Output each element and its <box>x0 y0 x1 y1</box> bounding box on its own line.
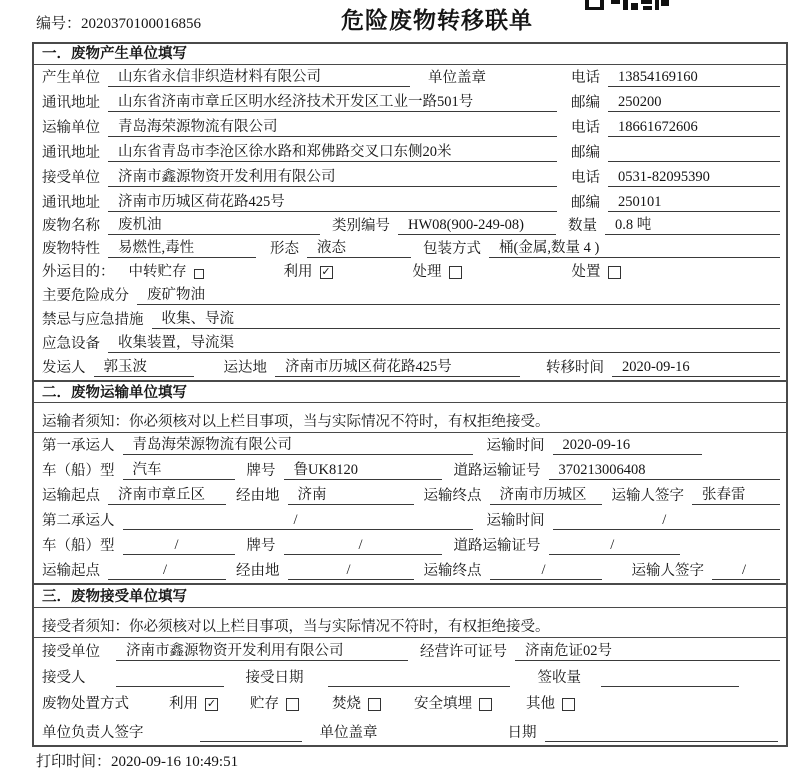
vehicle2-permit-label: 道路运输证号 <box>453 538 541 554</box>
business-permit-value: 济南危证02号 <box>515 642 780 661</box>
sign-date-label: 日期 <box>507 725 537 741</box>
section1-header: 一．废物产生单位填写 <box>34 44 786 65</box>
row-waste-property <box>34 238 786 261</box>
option-treat-label: 处理 <box>412 264 442 280</box>
route1-via-value: 济南 <box>288 486 414 505</box>
vehicle2-plate-label: 牌号 <box>246 538 276 554</box>
option-disposal-other-label: 其他 <box>526 696 555 712</box>
waste-qty-label: 数量 <box>568 218 597 234</box>
accepting-unit-label: 接受单位 <box>42 644 100 660</box>
emergency-measures-value: 收集、导流 <box>152 310 781 329</box>
option-utilize-label: 利用 <box>283 264 313 280</box>
checkbox-utilize <box>320 266 333 279</box>
row-waste-name <box>34 215 786 238</box>
producer-label: 产生单位 <box>42 70 100 86</box>
waste-name-label: 废物名称 <box>42 218 100 234</box>
route2-via-value: / <box>288 561 414 580</box>
option-dispose <box>572 263 621 281</box>
receiver-address-value: 济南市历城区荷花路425号 <box>108 193 557 212</box>
row-carrier2 <box>34 508 786 533</box>
option-disposal-incinerate <box>332 695 381 713</box>
row-disposal-method <box>34 690 786 716</box>
checkbox-transfer-storage <box>194 269 204 279</box>
waste-name-value: 废机油 <box>108 216 320 235</box>
route1-end-label: 运输终点 <box>423 488 482 504</box>
waste-form-value: 液态 <box>307 239 411 258</box>
transporter-label: 运输单位 <box>42 120 100 136</box>
vehicle2-permit-value: / <box>549 536 681 555</box>
accept-date-label: 接受日期 <box>245 670 304 686</box>
destination-label: 运达地 <box>223 360 267 376</box>
waste-qty-value: 0.8 吨 <box>605 216 780 235</box>
carrier1-value: 青岛海荣源物流有限公司 <box>123 436 473 455</box>
checkbox-disposal-incinerate <box>368 698 381 711</box>
destination-value: 济南市历城区荷花路425号 <box>275 358 520 377</box>
row-dispatch <box>34 356 786 380</box>
row-hazard-component <box>34 284 786 308</box>
carrier1-time-label: 运输时间 <box>486 438 545 454</box>
packing-label: 包装方式 <box>423 241 481 257</box>
route2-via-label: 经由地 <box>236 563 280 579</box>
carrier1-label: 第一承运人 <box>42 438 115 454</box>
vehicle1-plate-value: 鲁UK8120 <box>284 461 442 480</box>
waste-code-value: HW08(900-249-08) <box>398 216 556 235</box>
waste-property-value: 易燃性,毒性 <box>108 239 256 258</box>
hazard-component-value: 废矿物油 <box>137 286 780 305</box>
option-transfer-storage <box>129 263 204 281</box>
transporter-zip-value <box>608 161 780 162</box>
receiver-phone-value: 0531-82095390 <box>608 168 780 187</box>
route2-sign-label: 运输人签字 <box>631 563 704 579</box>
route2-end-value: / <box>490 561 602 580</box>
producer-phone-label: 电话 <box>571 70 600 86</box>
receipt-qty-label: 签收量 <box>537 670 581 686</box>
receiver-notice: 接受者须知：你必须核对以上栏目事项，当与实际情况不符时，有权拒绝接受。 <box>34 608 786 638</box>
transporter-phone-label: 电话 <box>571 120 600 136</box>
vehicle1-type-label: 车（船）型 <box>42 463 115 479</box>
responsible-sign-label: 单位负责人签字 <box>42 725 144 741</box>
dispatcher-label: 发运人 <box>42 360 86 376</box>
checkbox-dispose <box>608 266 621 279</box>
receiver-address-label: 通讯地址 <box>42 195 100 211</box>
receiver-value: 济南市鑫源物资开发利用有限公司 <box>108 168 557 187</box>
option-disposal-landfill <box>414 695 492 713</box>
receiver-zip-value: 250101 <box>608 193 780 212</box>
receiver-zip-label: 邮编 <box>571 195 600 211</box>
form-box <box>32 42 788 747</box>
accept-date-value <box>328 686 510 687</box>
transporter-zip-label: 邮编 <box>571 145 600 161</box>
route1-start-label: 运输起点 <box>42 488 100 504</box>
carrier2-value: / <box>123 511 473 530</box>
checkbox-disposal-storage <box>286 698 299 711</box>
hazard-component-label: 主要危险成分 <box>42 288 129 304</box>
producer-address-value: 山东省济南市章丘区明水经济技术开发区工业一路501号 <box>108 93 557 112</box>
row-emergency-equipment <box>34 332 786 356</box>
option-disposal-storage <box>250 695 299 713</box>
option-treat <box>413 263 462 281</box>
option-transfer-storage-label: 中转贮存 <box>128 264 187 280</box>
serial-value: 2020370100016856 <box>81 16 202 32</box>
row-receiver <box>34 165 786 190</box>
producer-phone-value: 13854169160 <box>608 68 780 87</box>
option-disposal-utilize <box>169 695 218 713</box>
transporter-address-value: 山东省青岛市李沧区徐水路和郑佛路交叉口东侧20米 <box>108 143 557 162</box>
carrier2-time-label: 运输时间 <box>486 513 545 529</box>
row-accepting-unit <box>34 638 786 664</box>
vehicle1-type-value: 汽车 <box>123 461 235 480</box>
checkbox-disposal-utilize <box>205 698 218 711</box>
producer-value: 山东省永信非织造材料有限公司 <box>108 68 410 87</box>
acceptor-value <box>116 686 224 687</box>
section3-header: 三．废物接受单位填写 <box>34 583 786 608</box>
row-route1 <box>34 483 786 508</box>
qr-code-icon <box>585 0 669 11</box>
row-transporter <box>34 115 786 140</box>
row-producer-address <box>34 90 786 115</box>
vehicle2-plate-value: / <box>284 536 442 555</box>
transfer-time-value: 2020-09-16 <box>612 358 780 377</box>
option-disposal-other <box>526 695 575 713</box>
serial-label: 编号： <box>36 16 82 32</box>
route2-end-label: 运输终点 <box>423 563 482 579</box>
carrier1-time-value: 2020-09-16 <box>553 436 703 455</box>
receiver-phone-label: 电话 <box>571 170 600 186</box>
print-time-label: 打印时间： <box>36 754 112 770</box>
vehicle1-permit-value: 370213006408 <box>549 461 781 480</box>
row-carrier1 <box>34 433 786 458</box>
receiver-label: 接受单位 <box>42 170 100 186</box>
checkbox-mark: ✓ <box>206 698 217 710</box>
carrier2-time-value: / <box>553 511 781 530</box>
section2-header: 二．废物运输单位填写 <box>34 380 786 403</box>
page-title: 危险废物转移联单 <box>341 8 533 33</box>
purpose-label: 外运目的： <box>42 264 115 280</box>
option-disposal-utilize-label: 利用 <box>169 696 198 712</box>
receipt-qty-value <box>601 686 739 687</box>
print-time-value: 2020-09-16 10:49:51 <box>111 754 239 770</box>
transporter-value: 青岛海荣源物流有限公司 <box>108 118 557 137</box>
producer-address-label: 通讯地址 <box>42 95 100 111</box>
option-disposal-storage-label: 贮存 <box>250 696 279 712</box>
checkbox-disposal-landfill <box>479 698 492 711</box>
vehicle1-plate-label: 牌号 <box>246 463 276 479</box>
route1-start-value: 济南市章丘区 <box>108 486 226 505</box>
producer-seal-label: 单位盖章 <box>428 70 486 86</box>
route1-sign-value: 张春雷 <box>692 486 780 505</box>
waste-code-label: 类别编号 <box>332 218 390 234</box>
checkbox-mark: ✓ <box>321 266 331 278</box>
producer-zip-label: 邮编 <box>571 95 600 111</box>
producer-zip-value: 250200 <box>608 93 780 112</box>
sign-date-value <box>545 741 779 742</box>
vehicle2-type-label: 车（船）型 <box>42 538 115 554</box>
row-receiver-address <box>34 190 786 215</box>
option-disposal-landfill-label: 安全填埋 <box>414 696 472 712</box>
waste-property-label: 废物特性 <box>42 241 100 257</box>
business-permit-label: 经营许可证号 <box>420 644 507 660</box>
dispatcher-value: 郭玉波 <box>94 358 194 377</box>
transfer-time-label: 转移时间 <box>546 360 604 376</box>
packing-value: 桶(金属,数量 4 ) <box>489 239 780 258</box>
transporter-address-label: 通讯地址 <box>42 145 100 161</box>
row-vehicle2 <box>34 533 786 558</box>
emergency-measures-label: 禁忌与应急措施 <box>42 312 144 328</box>
waste-form-label: 形态 <box>270 241 299 257</box>
transporter-phone-value: 18661672606 <box>608 118 780 137</box>
checkbox-disposal-other <box>562 698 575 711</box>
emergency-equipment-value: 收集装置，导流渠 <box>108 334 780 353</box>
row-signoff <box>34 716 786 745</box>
row-producer <box>34 65 786 90</box>
unit-seal-label: 单位盖章 <box>319 725 378 741</box>
carrier2-label: 第二承运人 <box>42 513 115 529</box>
vehicle2-type-value: / <box>123 536 235 555</box>
row-emergency-measures <box>34 308 786 332</box>
accepting-unit-value: 济南市鑫源物资开发利用有限公司 <box>116 642 408 661</box>
option-disposal-incinerate-label: 焚烧 <box>332 696 361 712</box>
vehicle1-permit-label: 道路运输证号 <box>453 463 541 479</box>
route1-end-value: 济南市历城区 <box>490 486 602 505</box>
emergency-equipment-label: 应急设备 <box>42 336 100 352</box>
row-acceptor <box>34 664 786 690</box>
option-dispose-label: 处置 <box>571 264 601 280</box>
disposal-method-label: 废物处置方式 <box>42 696 129 712</box>
row-vehicle1 <box>34 458 786 483</box>
route2-sign-value: / <box>712 561 780 580</box>
row-purpose <box>34 261 786 284</box>
checkbox-treat <box>449 266 462 279</box>
responsible-sign-value <box>200 741 302 742</box>
acceptor-label: 接受人 <box>42 670 86 686</box>
route2-start-value: / <box>108 561 226 580</box>
route1-via-label: 经由地 <box>236 488 280 504</box>
row-route2 <box>34 558 786 583</box>
row-transporter-address <box>34 140 786 165</box>
route1-sign-label: 运输人签字 <box>611 488 684 504</box>
option-utilize <box>284 263 333 281</box>
transporter-notice: 运输者须知：你必须核对以上栏目事项，当与实际情况不符时，有权拒绝接受。 <box>34 403 786 433</box>
route2-start-label: 运输起点 <box>42 563 100 579</box>
